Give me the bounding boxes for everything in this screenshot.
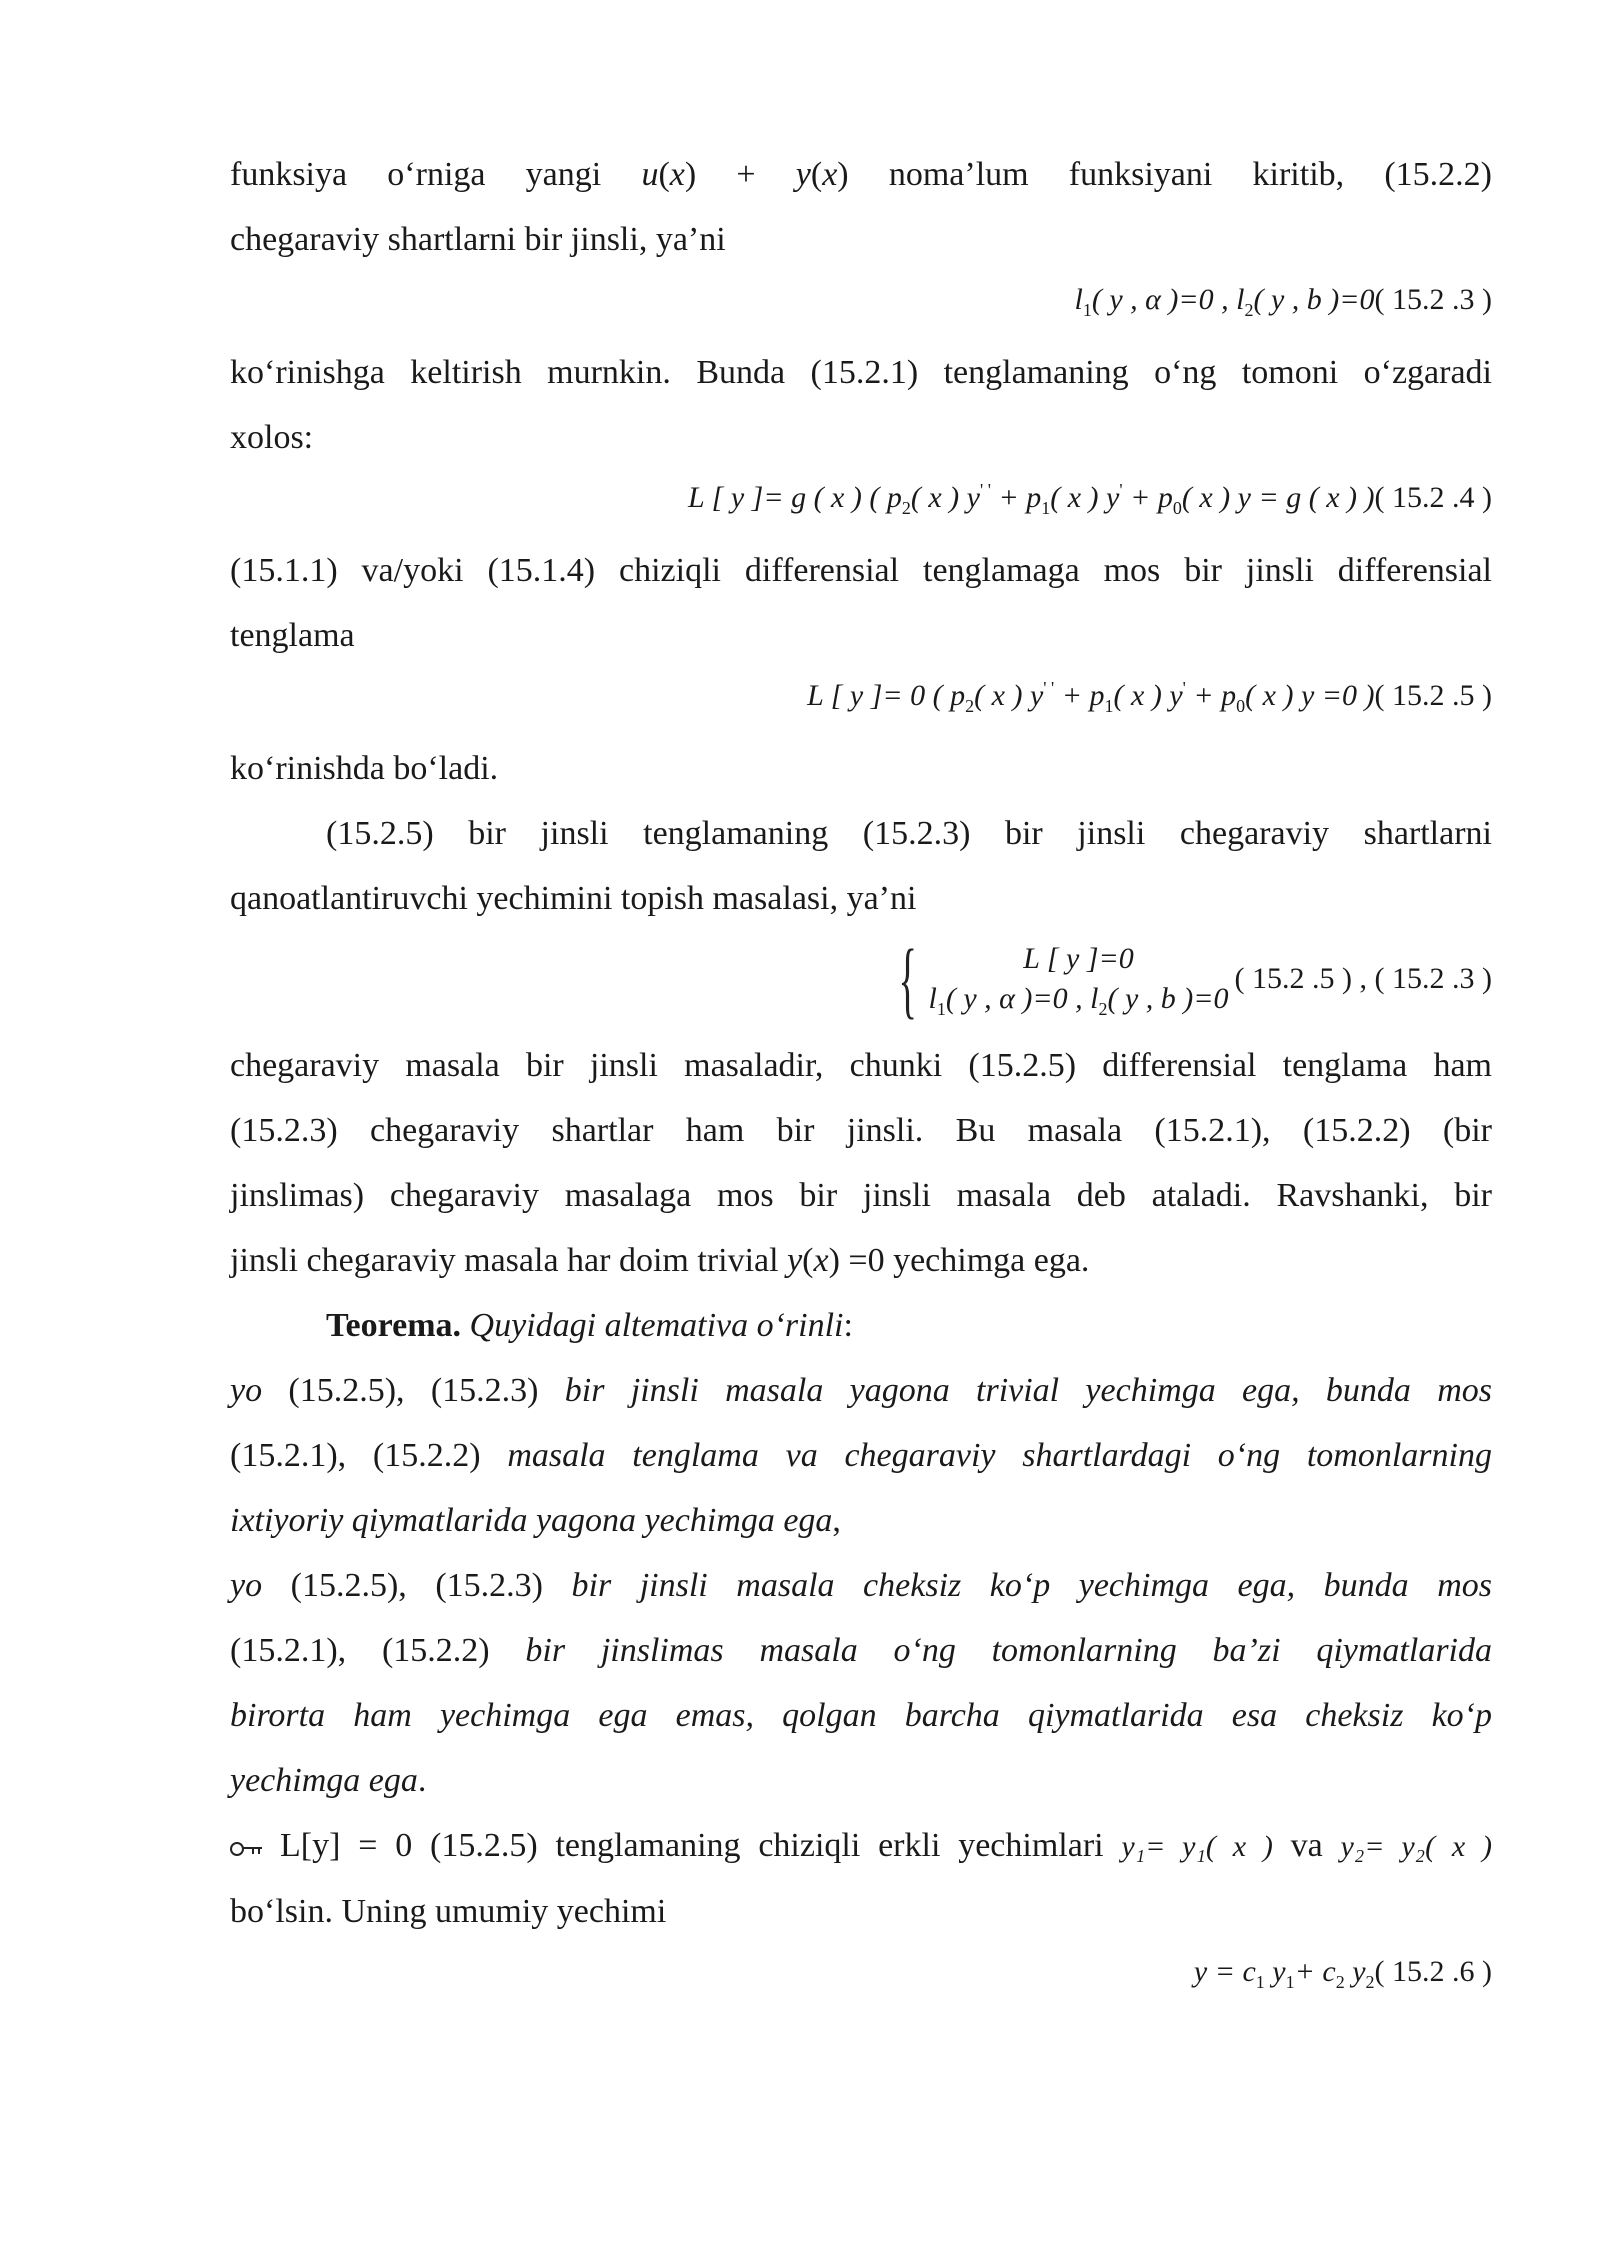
system-row-1: L [ y ]=0 [1023, 942, 1134, 975]
alternative-1-line1: yo (15.2.5), (15.2.3) bir jinsli masala yagona trivial yechimga ega, bunda mos [230, 1372, 1492, 1409]
system-tag: ( 15.2 .5 ) , ( 15.2 .3 ) [1234, 962, 1492, 995]
formula-15-2-6: $y = c_1$ $y_1+ c_2$ $y_2$( 15.2 .6 ) [1193, 1955, 1492, 1992]
formula-15-2-3: $l_1$( y , α )=0 , $l_2$( y , b )=0( 15.2 .3 ) [1074, 283, 1492, 320]
proof-line1: L[y] = 0 (15.2.5) tenglamaning chiziqli erkli yechimlari y₁= y₁( x ) va y₂= y₂( x ) [230, 1813, 1492, 1879]
paragraph-3-line2: tenglama [230, 617, 355, 654]
alternative-2-line3: birorta ham yechimga ega emas, qolgan barcha qiymatlarida esa cheksiz ko‘p [230, 1697, 1492, 1734]
paragraph-2-line2: xolos: [230, 419, 314, 456]
system-row-2: $l_1$( y , α )=0 , $l_2$( y , b )=0 [928, 982, 1229, 1019]
paragraph-2-line1: ko‘rinishga keltirish murnkin. Bunda (15.2.1) tenglamaning o‘ng tomoni o‘zgaradi [230, 354, 1492, 391]
document-page [230, 142, 1492, 2012]
paragraph-6-line2: (15.2.3) chegaraviy shartlar ham bir jinsli. Bu masala (15.2.1), (15.2.2) (bir [230, 1112, 1492, 1149]
paragraph-5-line2: qanoatlantiruvchi yechimini topish masalasi, ya’ni [230, 880, 917, 917]
equation-system [230, 931, 1492, 1027]
alternative-2-line4: yechimga ega. [230, 1762, 427, 1799]
alternative-2-line2: (15.2.1), (15.2.2) bir jinslimas masala o‘ng tomonlarning ba’zi qiymatlarida [230, 1632, 1492, 1669]
theorem-heading: Teorema. Quyidagi altemativa o‘rinli: [326, 1307, 853, 1344]
paragraph-4: ko‘rinishda bo‘ladi. [230, 750, 499, 787]
alternative-2-line1: yo (15.2.5), (15.2.3) bir jinsli masala cheksiz ko‘p yechimga ega, bunda mos [230, 1567, 1493, 1604]
paragraph-intro-line1: funksiya o‘rniga yangi u(x) + y(x) noma’lum funksiyani kiritib, (15.2.2) [230, 156, 1492, 193]
proof-line2: bo‘lsin. Uning umumiy yechimi [230, 1893, 667, 1930]
left-brace-icon: { [898, 931, 918, 1027]
paragraph-intro-line2: chegaraviy shartlarni bir jinsli, ya’ni [230, 221, 726, 258]
paragraph-6-line4: jinsli chegaraviy masala har doim trivial y(x) =0 yechimga ega. [230, 1242, 1090, 1279]
paragraph-3-line1: (15.1.1) va/yoki (15.1.4) chiziqli differensial tenglamaga mos bir jinsli differensial [230, 552, 1492, 589]
alternative-1-line2: (15.2.1), (15.2.2) masala tenglama va chegaraviy shartlardagi o‘ng tomonlarning [230, 1437, 1492, 1474]
paragraph-6-line1: chegaraviy masala bir jinsli masaladir, chunki (15.2.5) differensial tenglama ham [230, 1047, 1492, 1084]
paragraph-6-line3: jinslimas) chegaraviy masalaga mos bir jinsli masala deb ataladi. Ravshanki, bir [230, 1177, 1492, 1214]
paragraph-5-line1: (15.2.5) bir jinsli tenglamaning (15.2.3) bir jinsli chegaraviy shartlarni [326, 815, 1492, 852]
formula-15-2-4: L [ y ]= g ( x ) ( $p_2$( x ) $y^{' '} + p_1$( x ) $y' + p_0$( x ) y = g ( x ) )( 15.2 .4 ) [688, 480, 1492, 518]
key-icon [230, 1841, 264, 1855]
system-lines [929, 939, 1229, 1019]
formula-15-2-5: L [ y ]= 0 ( $p_2$( x ) $y^{' '} + p_1$( x ) $y' + p_0$( x ) y =0 )( 15.2 .5 ) [807, 678, 1492, 716]
system-body [887, 931, 1229, 1027]
alternative-1-line3: ixtiyoriy qiymatlarida yagona yechimga ega, [230, 1502, 841, 1539]
